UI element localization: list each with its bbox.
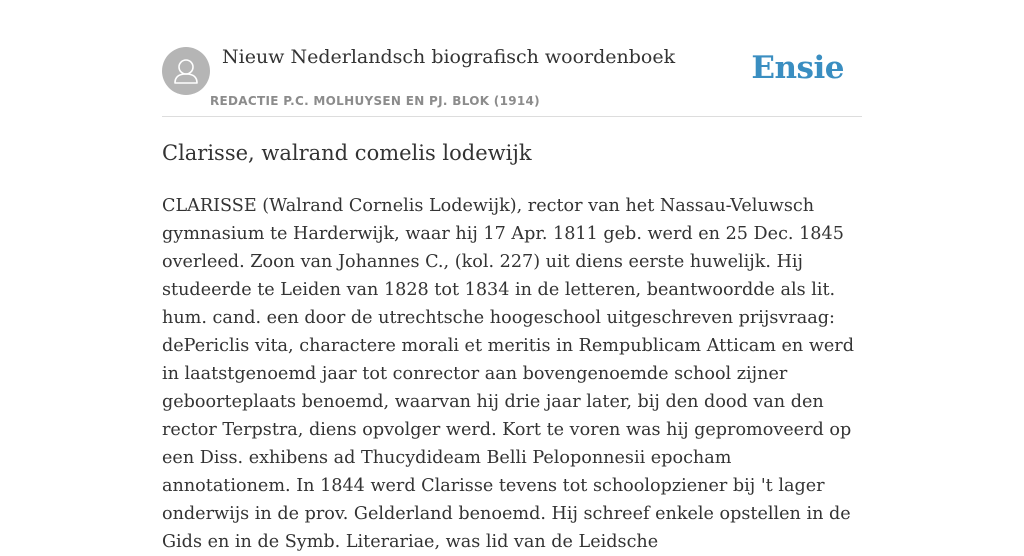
source-title[interactable]: Nieuw Nederlandsch biografisch woordenboek [222,46,676,68]
page [162,0,862,552]
ensie-logo[interactable]: Ensie [751,50,844,86]
entry-title: Clarisse, walrand comelis lodewijk [162,141,532,165]
source-header [162,0,862,117]
user-icon [162,47,210,95]
avatar[interactable] [162,47,210,95]
entry-body: CLARISSE (Walrand Cornelis Lodewijk), rector van het Nassau-Veluwsch gymnasium te Harderwijk, waar hij 17 Apr. 1811 geb. werd en 25 Dec. 1845 overleed. Zoon van Johannes C., (kol. 227) uit diens eerste huwelijk. Hij studeerde te Leiden van 1828 tot 1834 in de letteren, beantwoordde als lit. hum. cand. een door de utrechtsche hoogeschool uitgeschreven prijsvraag: dePericlis vita, charactere morali et meritis in Rempublicam Atticam en werd in laatstgenoemd jaar tot conrector aan bovengenoemde school zijner geboorteplaats benoemd, waarvan hij drie jaar later, bij den dood van den rector Terpstra, diens opvolger werd. Kort te voren was hij gepromoveerd op een Diss. exhibens ad Thucydideam Belli Peloponnesii epocham annotationem. In 1844 werd Clarisse tevens tot schoolopziener bij 't lager onderwijs in de prov. Gelderland benoemd. Hij schreef enkele opstellen in de Gids en in de Symb. Literariae, was lid van de Leidsche [162,196,854,552]
source-editor: REDACTIE P.C. MOLHUYSEN EN PJ. BLOK (1914) [210,94,540,108]
